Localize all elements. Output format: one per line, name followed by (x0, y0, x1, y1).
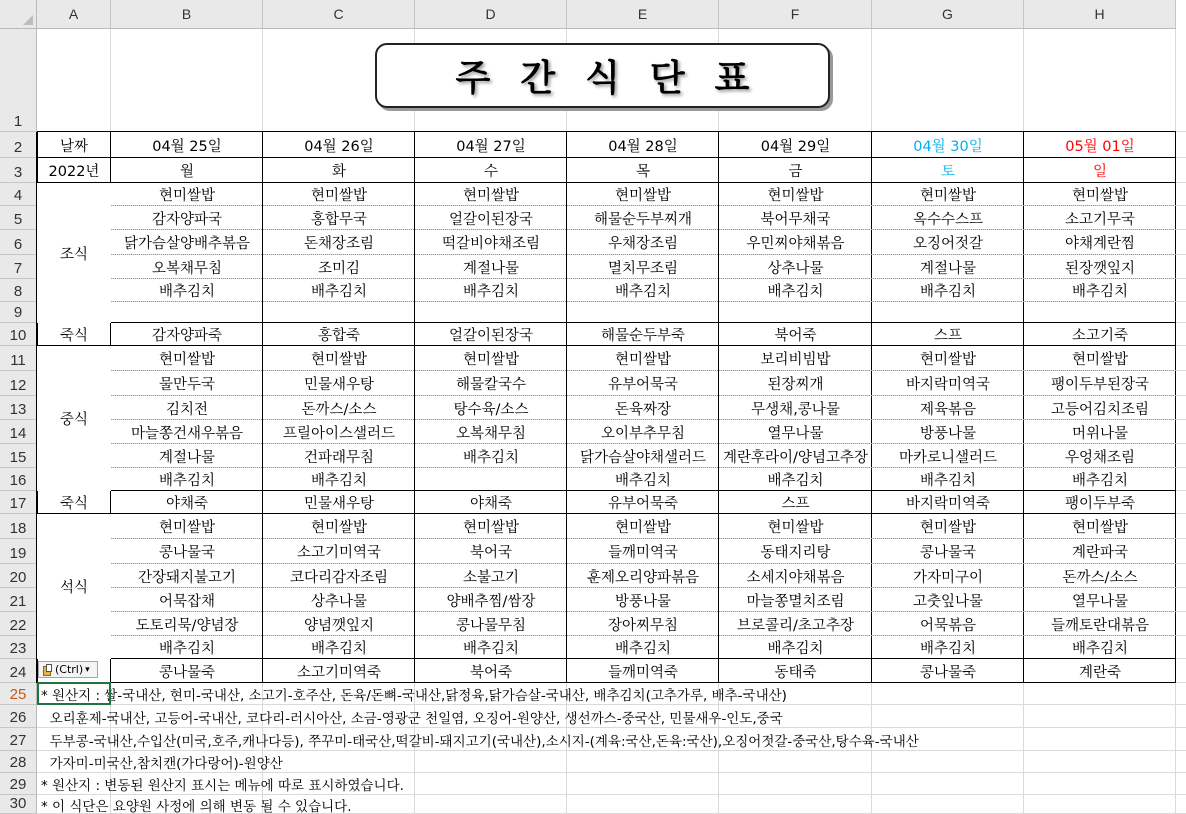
menu-cell[interactable]: 민물새우탕 (303, 377, 375, 393)
menu-cell[interactable]: 돈까스/소스 (301, 401, 377, 418)
meal-label-lunch[interactable]: 중식 (37, 346, 111, 491)
menu-cell[interactable]: 현미쌀밥 (1071, 352, 1129, 368)
menu-cell[interactable]: 머위나물 (1071, 425, 1129, 442)
menu-cell[interactable]: 훈제오리양파볶음 (586, 569, 700, 586)
menu-cell[interactable]: 유부어묵죽 (607, 496, 679, 512)
day-cell[interactable]: 일 (1092, 164, 1107, 180)
menu-cell[interactable]: 배추김치 (614, 284, 672, 300)
date-label-cell[interactable]: 날짜 (59, 138, 88, 155)
date-cell[interactable]: 04월 30일 (913, 138, 983, 155)
row-header-25[interactable]: 25 (0, 683, 37, 705)
note-line[interactable]: 가자미-미국산,참치캔(가다랑어)-원양산 (41, 756, 283, 772)
menu-cell[interactable]: 현미쌀밥 (310, 352, 368, 368)
menu-cell[interactable]: 우채장조림 (607, 236, 679, 252)
menu-cell[interactable]: 배추김치 (767, 473, 824, 489)
year-label-cell[interactable]: 2022년 (48, 164, 100, 180)
menu-cell[interactable]: 야채계란찜 (1064, 236, 1136, 252)
menu-cell[interactable]: 상추나물 (310, 593, 368, 610)
row-header-2[interactable]: 2 (0, 132, 37, 158)
menu-cell[interactable] (1024, 302, 1176, 323)
paste-options-button[interactable] (38, 661, 98, 678)
date-cell[interactable]: 04월 27일 (456, 138, 526, 155)
row-header-26[interactable]: 26 (0, 705, 37, 728)
menu-cell[interactable]: 팽이두부된장국 (1050, 377, 1150, 393)
menu-cell[interactable]: 배추김치 (919, 284, 977, 300)
menu-cell[interactable]: 배추김치 (919, 641, 977, 657)
menu-cell[interactable]: 콩나물국 (919, 545, 977, 561)
menu-cell[interactable]: 홍합무국 (310, 211, 368, 228)
menu-cell[interactable]: 현미쌀밥 (462, 520, 520, 536)
menu-cell[interactable]: 현미쌀밥 (767, 188, 824, 204)
note-line[interactable]: * 이 식단은 요양원 사정에 의해 변동 될 수 있습니다. (41, 798, 352, 814)
row-header-4[interactable]: 4 (0, 183, 37, 206)
menu-cell[interactable]: 현미쌀밥 (462, 352, 520, 368)
menu-cell[interactable]: 팽이두부죽 (1064, 496, 1136, 512)
menu-cell[interactable]: 닭가슴살양배추볶음 (123, 236, 251, 252)
menu-cell[interactable]: 마늘쫑멸치조림 (746, 593, 845, 610)
menu-cell[interactable]: 들깨미역죽 (607, 664, 679, 681)
menu-cell[interactable]: 북어죽 (774, 328, 817, 344)
menu-cell[interactable]: 소고기죽 (1071, 328, 1129, 344)
menu-cell[interactable]: 계절나물 (919, 260, 977, 277)
title-box (375, 43, 830, 108)
day-cell[interactable]: 수 (483, 164, 498, 180)
column-header-c[interactable]: C (263, 0, 415, 29)
row-header-13[interactable]: 13 (0, 396, 37, 420)
menu-cell[interactable]: 계란파국 (1071, 545, 1129, 561)
menu-cell[interactable]: 현미쌀밥 (462, 188, 520, 204)
menu-cell[interactable] (872, 302, 1024, 323)
column-header-b[interactable]: B (111, 0, 263, 29)
meal-label-dinner[interactable]: 석식 (37, 514, 111, 659)
menu-cell[interactable]: 보리비빔밥 (760, 352, 831, 368)
select-all-corner[interactable] (0, 0, 37, 29)
menu-cell[interactable]: 소고기미역국 (296, 545, 382, 561)
row-header-28[interactable]: 28 (0, 751, 37, 773)
date-cell[interactable]: 04월 26일 (304, 138, 374, 155)
clipboard-icon (41, 664, 53, 676)
row-header-10[interactable]: 10 (0, 323, 37, 346)
menu-cell[interactable]: 배추김치 (614, 473, 672, 489)
menu-cell[interactable]: 닭가슴살야채샐러드 (579, 449, 707, 466)
menu-cell[interactable]: 된장찌개 (767, 377, 824, 393)
menu-cell[interactable]: 도토리묵/양념장 (135, 617, 239, 634)
menu-cell[interactable]: 오징어젓갈 (912, 236, 984, 252)
menu-cell[interactable]: 현미쌀밥 (614, 188, 672, 204)
note-line[interactable]: 두부콩-국내산,수입산(미국,호주,캐나다등), 쭈꾸미-태국산,떡갈비-돼지고기(국내산),소시지-(계육:국산,돈육:국산),오징어젓갈-중국산,탕수육-국내산 (41, 733, 919, 750)
menu-cell[interactable]: 현미쌀밥 (614, 352, 672, 368)
menu-cell[interactable]: 간장돼지불고기 (137, 569, 237, 586)
chevron-down-icon: ▾ (85, 664, 90, 675)
menu-cell[interactable]: 현미쌀밥 (158, 352, 216, 368)
menu-cell[interactable]: 조미김 (317, 260, 361, 277)
menu-cell[interactable]: 현미쌀밥 (310, 520, 368, 536)
row-header-22[interactable]: 22 (0, 612, 37, 636)
menu-cell[interactable] (415, 468, 567, 491)
menu-cell[interactable]: 배추김치 (158, 641, 216, 657)
menu-cell[interactable]: 마늘쫑건새우볶음 (130, 425, 244, 442)
meal-label-breakfast[interactable]: 조식 (37, 183, 111, 323)
menu-cell[interactable]: 콩나물죽 (919, 664, 977, 681)
menu-cell[interactable]: 코다리감자조림 (289, 569, 389, 586)
date-cell[interactable]: 05월 01일 (1065, 138, 1135, 155)
menu-cell[interactable]: 배추김치 (462, 641, 520, 657)
note-line[interactable]: * 원산지 : 쌀-국내산, 현미-국내산, 소고기-호주산, 돈육/돈뼈-국내산,닭정육,닭가슴살-국내산, 배추김치(고추가루, 배추-국내산) (41, 688, 787, 704)
row-header-1[interactable]: 1 (0, 29, 37, 132)
menu-cell[interactable]: 돈까스/소스 (1062, 569, 1138, 586)
menu-cell[interactable]: 방풍나물 (614, 593, 672, 610)
menu-cell[interactable]: 유부어묵국 (607, 377, 679, 393)
menu-cell[interactable]: 현미쌀밥 (919, 520, 977, 536)
menu-cell[interactable]: 현미쌀밥 (767, 520, 824, 536)
menu-cell[interactable]: 배추김치 (767, 284, 824, 300)
menu-cell[interactable]: 멸치무조림 (607, 260, 679, 277)
menu-cell[interactable] (263, 302, 415, 323)
menu-cell[interactable] (415, 302, 567, 323)
menu-cell[interactable]: 현미쌀밥 (310, 188, 368, 204)
menu-cell[interactable]: 콩나물국 (158, 545, 216, 561)
menu-cell[interactable]: 동태지리탕 (760, 545, 831, 561)
menu-cell[interactable]: 콩나물무침 (455, 617, 527, 634)
menu-cell[interactable]: 배추김치 (1071, 641, 1129, 657)
day-cell[interactable]: 화 (331, 164, 346, 180)
menu-cell[interactable]: 상추나물 (767, 260, 824, 277)
menu-cell[interactable]: 현미쌀밥 (919, 188, 977, 204)
menu-cell[interactable]: 현미쌀밥 (158, 188, 216, 204)
menu-cell[interactable]: 오복채무침 (455, 425, 527, 442)
menu-cell[interactable]: 배추김치 (158, 284, 216, 300)
menu-cell[interactable]: 배추김치 (310, 473, 368, 489)
menu-cell[interactable]: 배추김치 (919, 473, 977, 489)
day-cell[interactable]: 목 (635, 164, 650, 180)
menu-cell[interactable]: 계란후라이/양념고추장 (723, 449, 868, 466)
menu-cell[interactable]: 배추김치 (1071, 284, 1129, 300)
menu-cell[interactable]: 야채죽 (165, 496, 209, 512)
menu-cell[interactable]: 배추김치 (462, 284, 520, 300)
row-header-19[interactable]: 19 (0, 539, 37, 564)
menu-cell[interactable] (719, 302, 872, 323)
menu-cell[interactable]: 계절나물 (462, 260, 520, 277)
date-cell[interactable]: 04월 29일 (760, 138, 831, 155)
menu-cell[interactable]: 배추김치 (310, 641, 368, 657)
column-header-e[interactable]: E (567, 0, 719, 29)
menu-cell[interactable]: 현미쌀밥 (1071, 520, 1129, 536)
row-header-3[interactable]: 3 (0, 158, 37, 183)
menu-cell[interactable]: 스프 (781, 496, 810, 512)
menu-cell[interactable]: 계절나물 (158, 449, 216, 466)
menu-cell[interactable]: 김치전 (165, 401, 209, 418)
row-header-23[interactable]: 23 (0, 636, 37, 659)
menu-cell[interactable] (567, 302, 719, 323)
menu-cell[interactable]: 소불고기 (462, 569, 520, 586)
menu-cell[interactable]: 무생채,콩나물 (751, 401, 840, 418)
menu-cell[interactable]: 배추김치 (767, 641, 824, 657)
menu-cell[interactable]: 해물순두부찌개 (593, 211, 693, 228)
menu-cell[interactable]: 야채죽 (469, 496, 513, 512)
menu-cell[interactable]: 홍합죽 (317, 328, 361, 344)
row-header-29[interactable]: 29 (0, 773, 37, 795)
menu-cell[interactable]: 동태죽 (774, 664, 817, 681)
row-header-15[interactable]: 15 (0, 444, 37, 468)
menu-cell[interactable]: 얼갈이된장국 (448, 211, 534, 228)
meal-label-porridge[interactable]: 죽식 (59, 496, 88, 512)
row-header-5[interactable]: 5 (0, 206, 37, 230)
row-header-20[interactable]: 20 (0, 564, 37, 588)
row-header-9[interactable]: 9 (0, 302, 37, 323)
menu-cell[interactable]: 고춧잎나물 (912, 593, 984, 610)
note-line[interactable]: 오리훈제-국내산, 고등어-국내산, 코다리-러시아산, 소금-영광군 천일염, 오징어-원양산, 생선까스-중국산, 민물새우-인도,중국 (41, 710, 783, 727)
menu-cell[interactable]: 떡갈비야채조림 (441, 236, 541, 252)
column-header-g[interactable]: G (872, 0, 1024, 29)
menu-cell[interactable]: 돈채장조림 (303, 236, 375, 252)
menu-cell[interactable]: 현미쌀밥 (614, 520, 672, 536)
menu-cell[interactable]: 우엉채조림 (1064, 449, 1136, 466)
page-title: 주간식단표 (455, 58, 780, 99)
menu-cell[interactable]: 건파래무침 (303, 449, 375, 466)
menu-cell[interactable]: 배추김치 (1071, 473, 1129, 489)
menu-cell[interactable]: 소고기무국 (1064, 211, 1136, 228)
menu-cell[interactable]: 배추김치 (462, 449, 520, 466)
menu-cell[interactable]: 옥수수스프 (912, 211, 984, 228)
menu-cell[interactable]: 배추김치 (158, 473, 216, 489)
menu-cell[interactable]: 들깨미역국 (607, 545, 679, 561)
day-cell[interactable]: 금 (788, 164, 803, 180)
menu-cell[interactable]: 열무나물 (767, 425, 824, 442)
menu-cell[interactable]: 얼갈이된장국 (448, 328, 534, 344)
row-header-24[interactable]: 24 (0, 659, 37, 683)
date-cell[interactable]: 04월 28일 (608, 138, 678, 155)
day-cell[interactable]: 토 (940, 164, 955, 180)
menu-cell[interactable]: 북어죽 (469, 664, 513, 681)
menu-cell[interactable]: 배추김치 (614, 641, 672, 657)
row-header-21[interactable]: 21 (0, 588, 37, 612)
menu-cell[interactable]: 북어무채국 (760, 211, 831, 228)
menu-cell[interactable]: 장아찌무침 (607, 617, 679, 634)
menu-cell[interactable]: 감자양파국 (151, 211, 223, 228)
row-header-18[interactable]: 18 (0, 514, 37, 539)
meal-label-porridge[interactable]: 죽식 (59, 328, 88, 344)
date-cell[interactable]: 04월 25일 (152, 138, 222, 155)
menu-cell[interactable]: 우민찌야채볶음 (746, 236, 845, 252)
menu-cell[interactable]: 소고기미역죽 (296, 664, 382, 681)
menu-cell[interactable] (111, 302, 263, 323)
menu-cell[interactable]: 어묵잡채 (158, 593, 216, 610)
menu-cell[interactable]: 소세지야채볶음 (746, 569, 845, 586)
row-header-12[interactable]: 12 (0, 371, 37, 396)
menu-cell[interactable]: 해물칼국수 (455, 377, 527, 393)
menu-cell[interactable]: 오복채무침 (151, 260, 223, 277)
menu-cell[interactable]: 민물새우탕 (303, 496, 375, 512)
menu-cell[interactable]: 양배추찜/쌈장 (446, 593, 536, 610)
menu-cell[interactable]: 북어국 (469, 545, 513, 561)
row-header-7[interactable]: 7 (0, 255, 37, 279)
menu-cell[interactable]: 계란죽 (1078, 664, 1122, 681)
menu-cell[interactable]: 브로콜리/초고추장 (737, 617, 854, 634)
day-cell[interactable]: 월 (179, 164, 194, 180)
note-line[interactable]: * 원산지 : 변동된 원산지 표시는 메뉴에 따로 표시하였습니다. (41, 778, 404, 794)
row-header-8[interactable]: 8 (0, 279, 37, 302)
row-header-17[interactable]: 17 (0, 491, 37, 514)
menu-cell[interactable]: 어묵볶음 (919, 617, 977, 634)
menu-cell[interactable]: 열무나물 (1071, 593, 1129, 610)
menu-cell[interactable]: 가자미구이 (912, 569, 984, 586)
column-header-h[interactable]: H (1024, 0, 1176, 29)
menu-cell[interactable]: 배추김치 (310, 284, 368, 300)
menu-cell[interactable]: 들깨토란대볶음 (1050, 617, 1150, 634)
menu-cell[interactable]: 양념깻잎지 (303, 617, 375, 634)
menu-cell[interactable]: 돈육짜장 (614, 401, 672, 418)
row-header-14[interactable]: 14 (0, 420, 37, 444)
column-header-a[interactable]: A (37, 0, 111, 29)
menu-cell[interactable]: 현미쌀밥 (158, 520, 216, 536)
row-header-27[interactable]: 27 (0, 728, 37, 751)
menu-cell[interactable]: 고등어김치조림 (1050, 401, 1150, 418)
menu-cell[interactable]: 콩나물죽 (158, 664, 216, 681)
menu-cell[interactable]: 마카로니샐러드 (898, 449, 998, 466)
menu-cell[interactable]: 바지락미역죽 (905, 496, 991, 512)
row-header-6[interactable]: 6 (0, 230, 37, 255)
menu-cell[interactable]: 된장깻잎지 (1064, 260, 1136, 277)
menu-cell[interactable]: 현미쌀밥 (919, 352, 977, 368)
menu-cell[interactable]: 탕수육/소스 (453, 401, 529, 418)
menu-cell[interactable]: 스프 (933, 328, 962, 344)
menu-cell[interactable]: 물만두국 (158, 377, 216, 393)
menu-cell[interactable]: 방풍나물 (919, 425, 977, 442)
menu-cell[interactable]: 제육볶음 (919, 401, 977, 418)
row-header-30[interactable]: 30 (0, 795, 37, 814)
menu-cell[interactable]: 해물순두부죽 (600, 328, 686, 344)
menu-cell[interactable]: 바지락미역국 (905, 377, 991, 393)
column-header-f[interactable]: F (719, 0, 872, 29)
column-header-d[interactable]: D (415, 0, 567, 29)
row-header-11[interactable]: 11 (0, 346, 37, 371)
row-header-16[interactable]: 16 (0, 468, 37, 491)
menu-cell[interactable]: 프릴아이스샐러드 (282, 425, 396, 442)
menu-cell[interactable]: 감자양파죽 (151, 328, 223, 344)
menu-cell[interactable]: 현미쌀밥 (1071, 188, 1129, 204)
paste-options-label: (Ctrl) (55, 663, 84, 676)
menu-cell[interactable]: 오이부추무침 (600, 425, 686, 442)
